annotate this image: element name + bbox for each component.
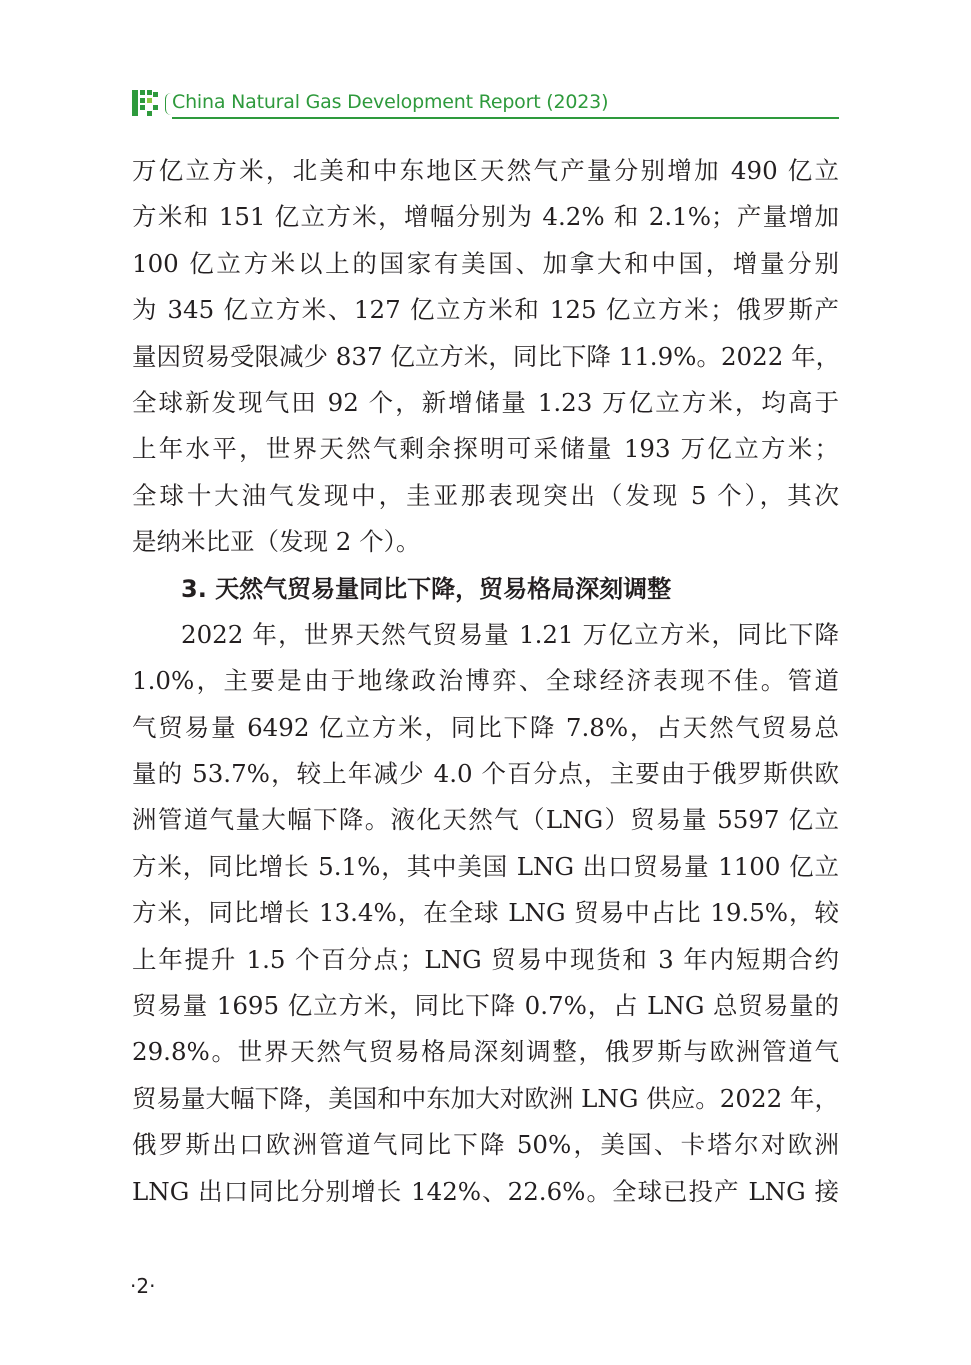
text-line: 贸易量大幅下降，美国和中东加大对欧洲 LNG 供应。2022 年， bbox=[132, 1083, 839, 1113]
text-line: 方米，同比增长 5.1%，其中美国 LNG 出口贸易量 1100 亿立 bbox=[132, 851, 839, 881]
text-line: 全球十大油气发现中，圭亚那表现突出（发现 5 个），其次 bbox=[132, 480, 839, 510]
text-line: 方米，同比增长 13.4%，在全球 LNG 贸易中占比 19.5%，较 bbox=[132, 898, 839, 928]
paragraph-continued bbox=[132, 148, 839, 566]
running-header-title: China Natural Gas Development Report (2023) bbox=[172, 91, 609, 113]
text-line: 全球新发现气田 92 个，新增储量 1.23 万亿立方米，均高于 bbox=[132, 387, 839, 417]
body-text bbox=[132, 148, 839, 1215]
text-line: 是纳米比亚（发现 2 个）。 bbox=[132, 527, 421, 557]
text-line: 2022 年，世界天然气贸易量 1.21 万亿立方米，同比下降 bbox=[181, 619, 839, 649]
text-line: 1.0%，主要是由于地缘政治博弈、全球经济表现不佳。管道 bbox=[132, 666, 839, 696]
text-line: 上年提升 1.5 个百分点；LNG 贸易中现货和 3 年内短期合约 bbox=[132, 944, 839, 974]
text-line: 万亿立方米，北美和中东地区天然气产量分别增加 490 亿立 bbox=[132, 156, 839, 185]
page-header bbox=[132, 90, 839, 120]
header-rule bbox=[172, 117, 839, 119]
text-line: 气贸易量 6492 亿立方米，同比下降 7.8%，占天然气贸易总 bbox=[132, 712, 839, 742]
paragraph-trade bbox=[132, 612, 839, 1215]
text-line: 俄罗斯出口欧洲管道气同比下降 50%，美国、卡塔尔对欧洲 bbox=[132, 1130, 839, 1160]
text-line: 贸易量 1695 亿立方米，同比下降 0.7%，占 LNG 总贸易量的 bbox=[132, 991, 839, 1021]
report-logo-icon bbox=[132, 90, 158, 116]
text-line: 29.8%。世界天然气贸易格局深刻调整，俄罗斯与欧洲管道气 bbox=[132, 1037, 839, 1067]
section-heading: 3. 天然气贸易量同比下降，贸易格局深刻调整 bbox=[181, 574, 672, 603]
text-line: 洲管道气量大幅下降。液化天然气（LNG）贸易量 5597 亿立 bbox=[132, 805, 839, 835]
text-line: 上年水平，世界天然气剩余探明可采储量 193 万亿立方米； bbox=[132, 434, 839, 464]
text-line: 方米和 151 亿立方米，增幅分别为 4.2% 和 2.1%；产量增加 bbox=[132, 202, 839, 232]
text-line: 100 亿立方米以上的国家有美国、加拿大和中国，增量分别 bbox=[132, 248, 839, 278]
text-line: 量因贸易受限减少 837 亿立方米，同比下降 11.9%。2022 年， bbox=[132, 341, 841, 371]
page-number: ·2· bbox=[130, 1274, 156, 1298]
text-line: LNG 出口同比分别增长 142%、22.6%。全球已投产 LNG 接 bbox=[132, 1176, 839, 1206]
text-line: 量的 53.7%，较上年减少 4.0 个百分点，主要由于俄罗斯供欧 bbox=[132, 759, 839, 789]
text-line: 为 345 亿立方米、127 亿立方米和 125 亿立方米；俄罗斯产 bbox=[132, 295, 839, 325]
